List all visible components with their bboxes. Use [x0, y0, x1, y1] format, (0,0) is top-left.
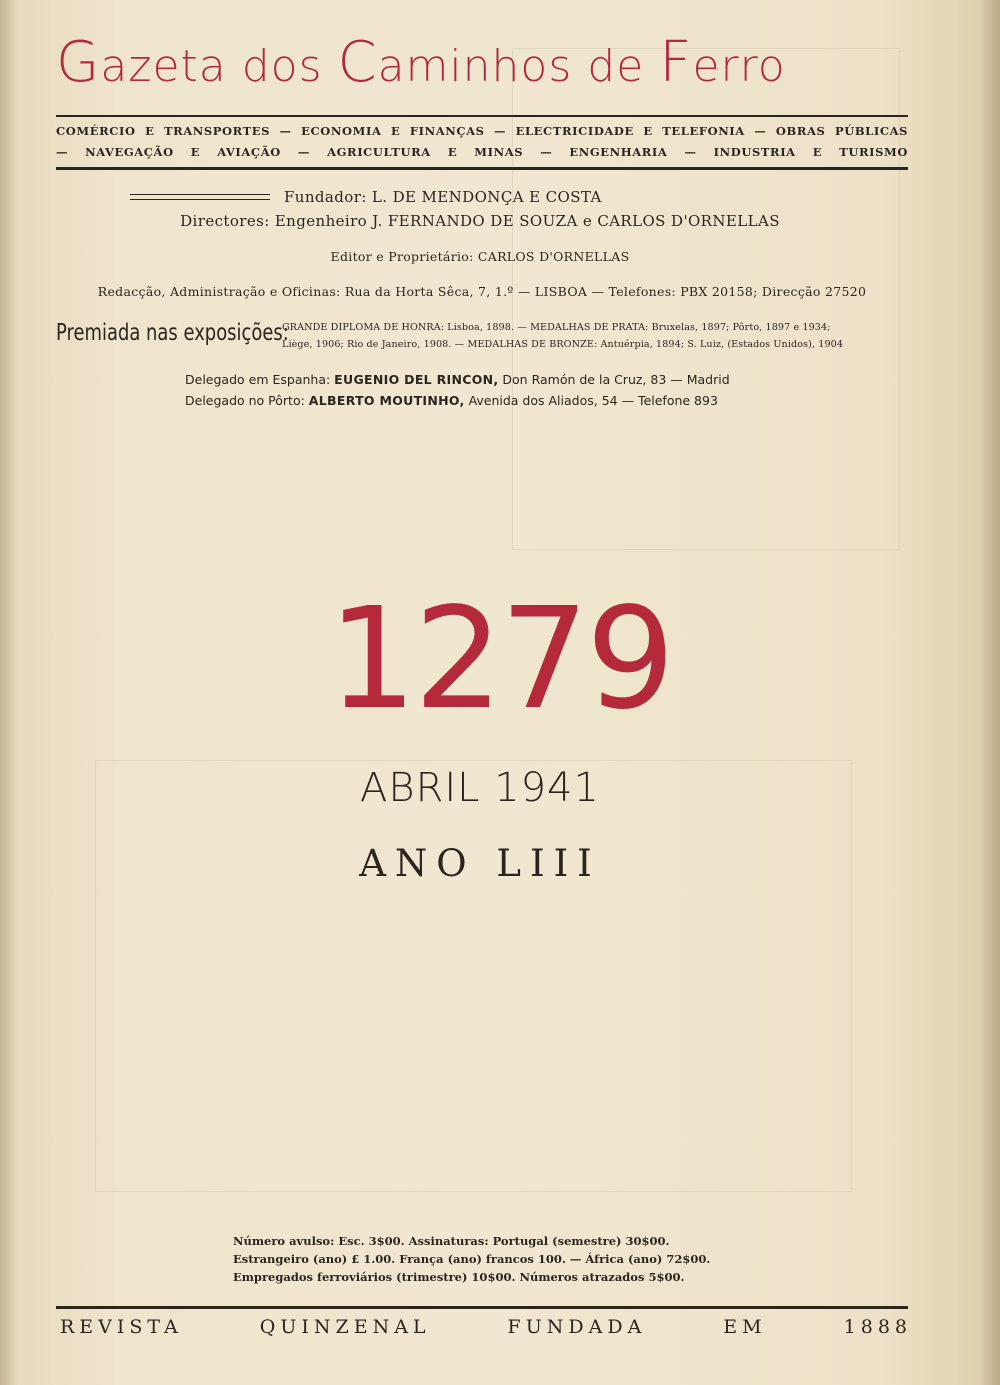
- delegate-spain-label: Delegado em Espanha:: [185, 372, 335, 387]
- paper-edge-right: [978, 0, 1000, 1385]
- masthead-part2: aminhos de: [377, 41, 660, 92]
- founder-line: Fundador: L. DE MENDONÇA E COSTA: [284, 188, 602, 206]
- issue-year: ANO LIII: [359, 842, 601, 885]
- awards-label: Premiada nas exposições:: [56, 320, 289, 346]
- delegate-porto-address: Avenida dos Aliados, 54 — Telefone 893: [464, 393, 718, 408]
- founder-row: [130, 188, 830, 206]
- subjects-line-2: — NAVEGAÇÃO E AVIAÇÃO — AGRICULTURA E MINAS — ENGENHARIA — INDUSTRIA E TURISMO: [56, 145, 908, 159]
- masthead-initial-g: G: [56, 30, 101, 95]
- masthead-part1: azeta dos: [100, 41, 338, 92]
- show-through-box-lower: [95, 760, 852, 1192]
- directors-line: Directores: Engenheiro J. FERNANDO DE SOUZA e CARLOS D'ORNELLAS: [180, 212, 780, 230]
- delegate-spain: [185, 369, 730, 390]
- paper-edge-left: [0, 0, 18, 1385]
- issue-date: ABRIL 1941: [360, 765, 600, 811]
- masthead-title: [56, 30, 910, 95]
- awards-line-1: GRANDE DIPLOMA DE HONRA: Lisboa, 1898. — MEDALHAS DE PRATA: Bruxelas, 1897; Pôrto, 1897 e 1934;: [282, 322, 831, 333]
- awards-text: [282, 319, 910, 353]
- delegate-porto: [185, 390, 730, 411]
- founder-ornament-rule: [130, 194, 270, 200]
- delegate-porto-label: Delegado no Pôrto:: [185, 393, 309, 408]
- prices-block: [233, 1232, 710, 1286]
- delegate-porto-name: ALBERTO MOUTINHO,: [308, 393, 465, 408]
- delegate-spain-address: Don Ramón de la Cruz, 83 — Madrid: [498, 372, 730, 387]
- issue-number: 1279: [327, 578, 673, 741]
- delegate-spain-name: EUGENIO DEL RINCON,: [334, 372, 499, 387]
- masthead-initial-f: F: [659, 30, 693, 95]
- subjects-line-1: COMÉRCIO E TRANSPORTES — ECONOMIA E FINANÇAS — ELECTRICIDADE E TELEFONIA — OBRAS PÚBLICAS: [56, 124, 908, 138]
- editor-line: Editor e Proprietário: CARLOS D'ORNELLAS: [330, 249, 630, 264]
- address-line: Redacção, Administração e Oficinas: Rua da Horta Sêca, 7, 1.º — LISBOA — Telefones: PBX 20158; Direcção 27520: [97, 284, 867, 299]
- masthead-initial-c: C: [337, 30, 378, 95]
- awards-line-2: Liège, 1906; Rio de Janeiro, 1908. — MEDALHAS DE BRONZE: Antuérpia, 1894; S. Luiz, (Estados Unidos), 1904: [282, 339, 844, 350]
- masthead-rule-top: [56, 115, 908, 117]
- delegates-block: [185, 369, 730, 411]
- masthead-part3: erro: [692, 41, 786, 92]
- footer-tagline: REVISTA QUINZENAL FUNDADA EM 1888: [60, 1316, 912, 1338]
- prices-line-1: Número avulso: Esc. 3$00. Assinaturas: Portugal (semestre) 30$00.: [233, 1234, 670, 1248]
- footer-rule: [56, 1306, 908, 1309]
- masthead-rule-bottom: [56, 167, 908, 170]
- prices-line-2: Estrangeiro (ano) £ 1.00. França (ano) francos 100. — África (ano) 72$00.: [233, 1252, 711, 1266]
- prices-line-3: Empregados ferroviários (trimestre) 10$00. Números atrazados 5$00.: [233, 1270, 685, 1284]
